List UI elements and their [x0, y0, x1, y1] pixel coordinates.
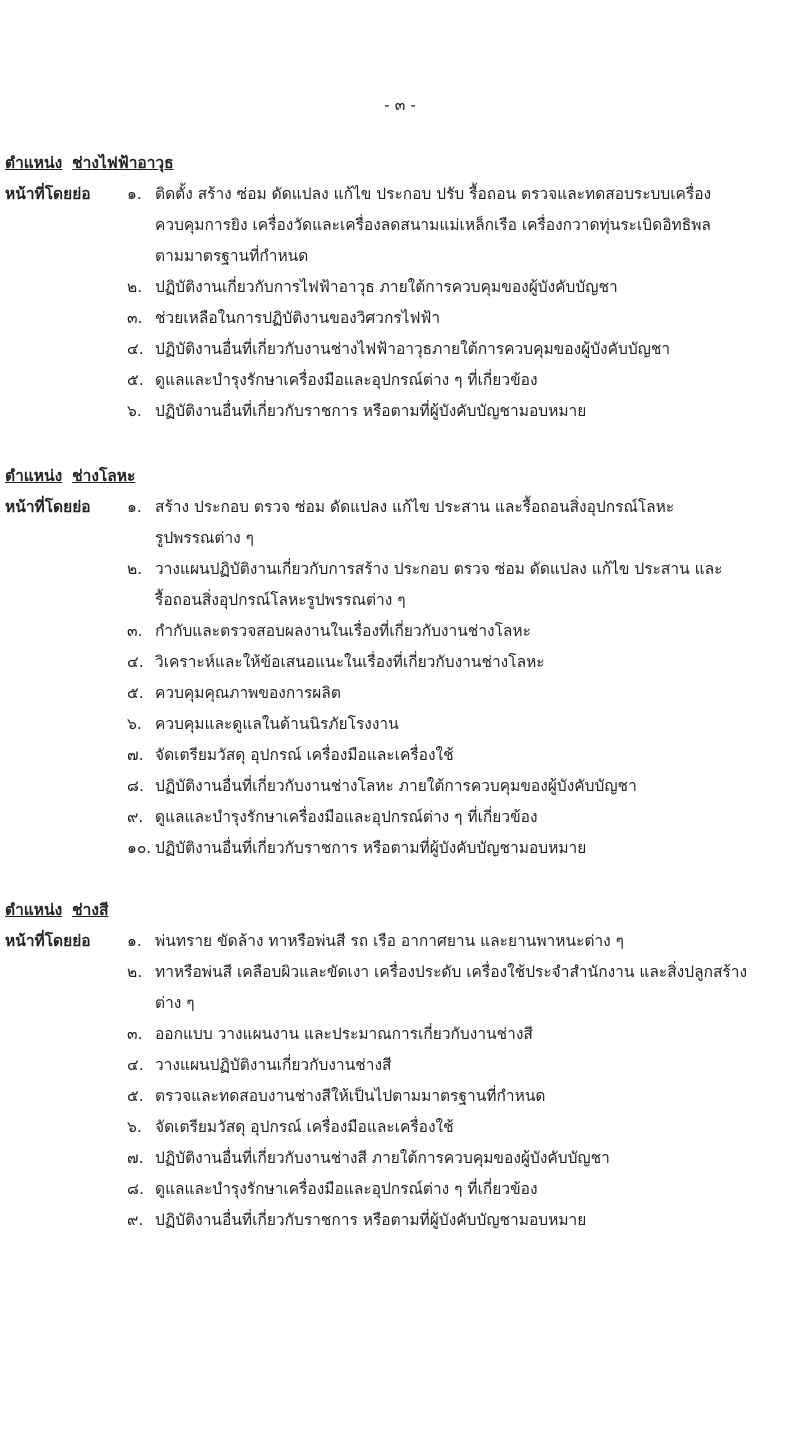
duty-text-line: สร้าง ประกอบ ตรวจ ซ่อม ดัดแปลง แก้ไข ประสาน และรื้อถอนสิ่งอุปกรณ์โลหะ [155, 498, 675, 516]
position-section [5, 461, 795, 864]
duty-text-line: รื้อถอนสิ่งอุปกรณ์โลหะรูปพรรณต่าง ๆ [155, 591, 406, 609]
position-name: ช่างสี [72, 901, 109, 919]
duty-text-line: ปฏิบัติงานเกี่ยวกับการไฟฟ้าอาวุธ ภายใต้การควบคุมของผู้บังคับบัญชา [155, 278, 618, 296]
position-heading [5, 461, 795, 492]
duty-item [127, 334, 795, 365]
duty-item [127, 396, 795, 427]
duty-number: ๓. [127, 1025, 143, 1043]
duties-list [127, 492, 795, 864]
duty-number: ๑๐. [127, 839, 152, 857]
duty-item [127, 554, 795, 616]
duty-item [127, 179, 795, 272]
duty-text-line: ปฏิบัติงานอื่นที่เกี่ยวกับงานช่างไฟฟ้าอาวุธภายใต้การควบคุมของผู้บังคับบัญชา [155, 340, 671, 358]
duty-text-line: ปฏิบัติงานอื่นที่เกี่ยวกับราชการ หรือตามที่ผู้บังคับบัญชามอบหมาย [155, 1211, 587, 1229]
duty-number: ๑. [127, 932, 142, 950]
duty-number: ๖. [127, 715, 142, 733]
duty-number: ๙. [127, 1211, 144, 1229]
duty-text-line: รูปพรรณต่าง ๆ [155, 529, 255, 547]
duty-text-line: วางแผนปฏิบัติงานเกี่ยวกับงานช่างสี [155, 1056, 392, 1074]
duties-label: หน้าที่โดยย่อ [5, 932, 91, 950]
duty-text-line: ควบคุมการยิง เครื่องวัดและเครื่องลดสนามแม่เหล็กเรือ เครื่องกวาดทุ่นระเบิดอิทธิพล [155, 216, 711, 234]
duty-number: ๒. [127, 560, 143, 578]
duty-text-line: จัดเตรียมวัสดุ อุปกรณ์ เครื่องมือและเครื่องใช้ [155, 746, 454, 764]
duty-item [127, 1205, 795, 1236]
position-name: ช่างไฟฟ้าอาวุธ [72, 154, 174, 172]
duty-item [127, 926, 795, 957]
duties-list [127, 926, 795, 1236]
duty-item [127, 365, 795, 396]
duty-text-line: จัดเตรียมวัสดุ อุปกรณ์ เครื่องมือและเครื่องใช้ [155, 1118, 454, 1136]
duty-item [127, 833, 795, 864]
duty-text-line: กำกับและตรวจสอบผลงานในเรื่องที่เกี่ยวกับงานช่างโลหะ [155, 622, 531, 640]
duty-number: ๒. [127, 963, 143, 981]
duty-item [127, 1081, 795, 1112]
duty-text-line: ควบคุมและดูแลในด้านนิรภัยโรงงาน [155, 715, 399, 733]
duty-item [127, 740, 795, 771]
duty-text-line: ออกแบบ วางแผนงาน และประมาณการเกี่ยวกับงานช่างสี [155, 1025, 533, 1043]
position-name: ช่างโลหะ [72, 467, 136, 485]
duty-text-line: ตามมาตรฐานที่กำหนด [155, 247, 309, 265]
position-label: ตำแหน่ง [5, 901, 63, 919]
duty-text-line: ดูแลและบำรุงรักษาเครื่องมือและอุปกรณ์ต่าง ๆ ที่เกี่ยวข้อง [155, 1180, 538, 1198]
duty-number: ๘. [127, 1180, 144, 1198]
duty-number: ๑. [127, 185, 142, 203]
duty-item [127, 678, 795, 709]
duties-list [127, 179, 795, 427]
duty-text-line: ตรวจและทดสอบงานช่างสีให้เป็นไปตามมาตรฐานที่กำหนด [155, 1087, 546, 1105]
position-heading [5, 895, 795, 926]
duty-text-line: ควบคุมคุณภาพของการผลิต [155, 684, 341, 702]
duty-item [127, 1050, 795, 1081]
duty-text-line: วิเคราะห์และให้ข้อเสนอแนะในเรื่องที่เกี่ยวกับงานช่างโลหะ [155, 653, 545, 671]
duty-text-line: ต่าง ๆ [155, 994, 195, 1012]
duty-item [127, 272, 795, 303]
duty-item [127, 709, 795, 740]
duty-number: ๔. [127, 340, 144, 358]
duty-text-line: พ่นทราย ขัดล้าง ทาหรือพ่นสี รถ เรือ อากาศยาน และยานพาหนะต่าง ๆ [155, 932, 624, 950]
duty-number: ๗. [127, 746, 144, 764]
duties-label: หน้าที่โดยย่อ [5, 185, 91, 203]
duty-number: ๔. [127, 653, 144, 671]
duty-text-line: ทาหรือพ่นสี เคลือบผิวและขัดเงา เครื่องประดับ เครื่องใช้ประจำสำนักงาน และสิ่งปลูกสร้าง [155, 963, 748, 981]
duty-number: ๕. [127, 371, 144, 389]
duty-item [127, 1112, 795, 1143]
duty-text-line: ปฏิบัติงานอื่นที่เกี่ยวกับงานช่างโลหะ ภายใต้การควบคุมของผู้บังคับบัญชา [155, 777, 637, 795]
duty-text-line: ปฏิบัติงานอื่นที่เกี่ยวกับราชการ หรือตามที่ผู้บังคับบัญชามอบหมาย [155, 402, 587, 420]
duty-number: ๓. [127, 309, 143, 327]
duty-number: ๒. [127, 278, 143, 296]
duty-text-line: ดูแลและบำรุงรักษาเครื่องมือและอุปกรณ์ต่าง ๆ ที่เกี่ยวข้อง [155, 808, 538, 826]
duties-label: หน้าที่โดยย่อ [5, 498, 91, 516]
duty-item [127, 303, 795, 334]
duty-number: ๖. [127, 402, 142, 420]
duty-text-line: ปฏิบัติงานอื่นที่เกี่ยวกับงานช่างสี ภายใต้การควบคุมของผู้บังคับบัญชา [155, 1149, 610, 1167]
duty-number: ๑. [127, 498, 142, 516]
duty-number: ๕. [127, 684, 144, 702]
duty-number: ๖. [127, 1118, 142, 1136]
position-label: ตำแหน่ง [5, 154, 63, 172]
duty-number: ๓. [127, 622, 143, 640]
duty-text-line: วางแผนปฏิบัติงานเกี่ยวกับการสร้าง ประกอบ ตรวจ ซ่อม ดัดแปลง แก้ไข ประสาน และ [155, 560, 723, 578]
position-section [5, 895, 795, 1236]
duty-number: ๔. [127, 1056, 144, 1074]
duty-item [127, 647, 795, 678]
duty-item [127, 1143, 795, 1174]
duty-text-line: ดูแลและบำรุงรักษาเครื่องมือและอุปกรณ์ต่าง ๆ ที่เกี่ยวข้อง [155, 371, 538, 389]
duty-text-line: ช่วยเหลือในการปฏิบัติงานของวิศวกรไฟฟ้า [155, 309, 441, 327]
duty-number: ๗. [127, 1149, 144, 1167]
duty-item [127, 1019, 795, 1050]
duty-item [127, 1174, 795, 1205]
duty-item [127, 616, 795, 647]
duty-number: ๙. [127, 808, 144, 826]
duty-item [127, 802, 795, 833]
duty-number: ๕. [127, 1087, 144, 1105]
duty-text-line: ติดตั้ง สร้าง ซ่อม ดัดแปลง แก้ไข ประกอบ ปรับ รื้อถอน ตรวจและทดสอบระบบเครื่อง [155, 185, 712, 203]
page-number: - ๓ - [384, 96, 416, 114]
duty-item [127, 771, 795, 802]
position-label: ตำแหน่ง [5, 467, 63, 485]
duty-item [127, 492, 795, 554]
duty-text-line: ปฏิบัติงานอื่นที่เกี่ยวกับราชการ หรือตามที่ผู้บังคับบัญชามอบหมาย [155, 839, 587, 857]
duty-number: ๘. [127, 777, 144, 795]
position-heading [5, 148, 795, 179]
position-section [5, 148, 795, 427]
duty-item [127, 957, 795, 1019]
